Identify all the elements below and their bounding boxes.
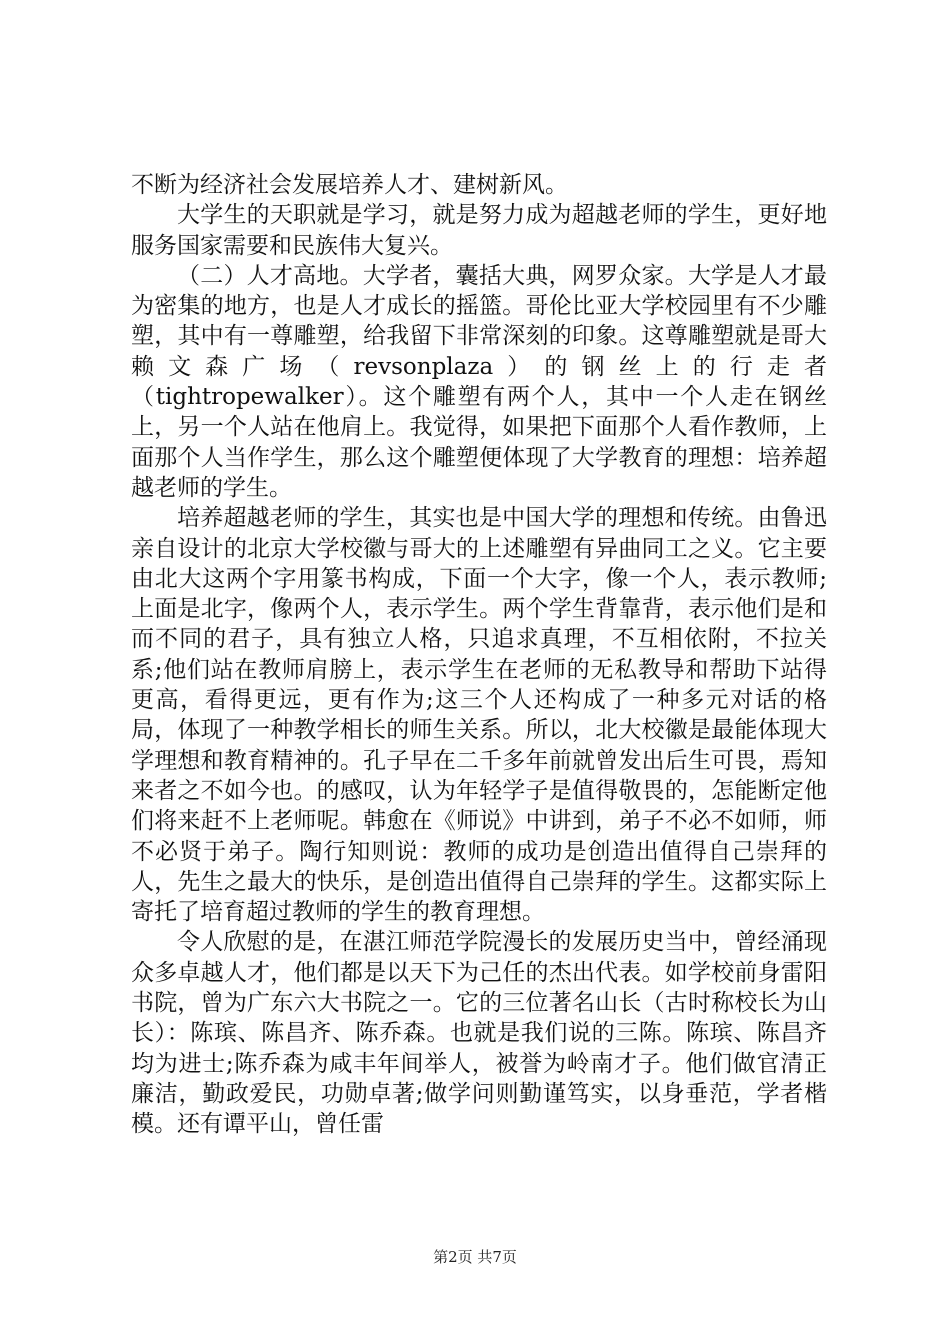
paragraph-talent-highland: （二）人才高地。大学者，囊括大典，网罗众家。大学是人才最为密集的地方，也是人才成长的摇篮。哥伦比亚大学校园里有不少雕塑，其中有一尊雕塑，给我留下非常深刻的印象。这尊雕塑就是哥大赖文森广场（revsonplaza）的钢丝上的行走者（tightropewalker）。这个雕塑有两个人，其中一个人走在钢丝上，另一个人站在他肩上。我觉得，如果把下面那个人看作教师，上面那个人当作学生，那么这个雕塑便体现了大学教育的理想：培养超越老师的学生。	[131, 262, 827, 501]
paragraph-zhanjiang-history: 令人欣慰的是，在湛江师范学院漫长的发展历史当中，曾经涌现众多卓越人才，他们都是以天下为己任的杰出代表。如学校前身雷阳书院，曾为广东六大书院之一。它的三位著名山长（古时称校长为山长）：陈瑸、陈昌齐、陈乔森。也就是我们说的三陈。陈瑸、陈昌齐均为进士;陈乔森为咸丰年间举人，被誉为岭南才子。他们做官清正廉洁，勤政爱民，功勋卓著;做学问则勤谨笃实，以身垂范，学者楷模。还有谭平山，曾任雷	[131, 929, 827, 1138]
paragraph-student-duty: 大学生的天职就是学习，就是努力成为超越老师的学生，更好地服务国家需要和民族伟大复兴。	[131, 202, 827, 259]
page-number-footer: 第2页 共7页	[433, 1248, 517, 1266]
document-body	[131, 170, 827, 1140]
paragraph-peking-university-emblem: 培养超越老师的学生，其实也是中国大学的理想和传统。由鲁迅亲自设计的北京大学校徽与哥大的上述雕塑有异曲同工之义。它主要由北大这两个字用篆书构成，下面一个大字，像一个人，表示教师;上面是北字，像两个人，表示学生。两个学生背靠背，表示他们是和而不同的君子，具有独立人格，只追求真理，不互相依附，不拉关系;他们站在教师肩膀上，表示学生在老师的无私教导和帮助下站得更高，看得更远，更有作为;这三个人还构成了一种多元对话的格局，体现了一种教学相长的师生关系。所以，北大校徽是最能体现大学理想和教育精神的。孔子早在二千多年前就曾发出后生可畏，焉知来者之不如今也。的感叹，认为年轻学子是值得敬畏的，怎能断定他们将来赶不上老师呢。韩愈在《师说》中讲到，弟子不必不如师，师不必贤于弟子。陶行知则说：教师的成功是创造出值得自己崇拜的人，先生之最大的快乐，是创造出值得自己崇拜的学生。这都实际上寄托了培育超过教师的学生的教育理想。	[131, 505, 827, 926]
paragraph-continuation: 不断为经济社会发展培养人才、建树新风。	[131, 172, 568, 198]
